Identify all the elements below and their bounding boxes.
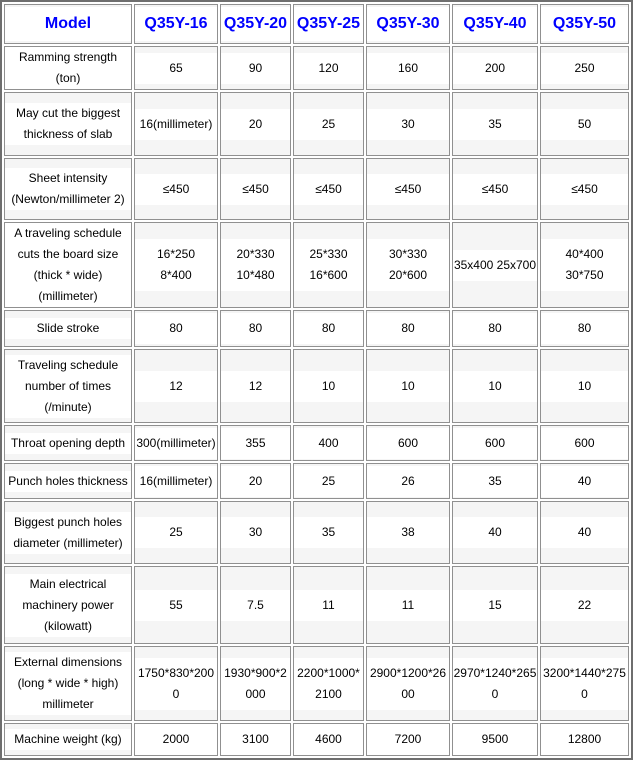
cell-content — [367, 658, 449, 710]
table-row — [4, 463, 629, 499]
value-cell — [452, 92, 538, 156]
cell-content — [135, 53, 217, 84]
cell-content — [453, 658, 537, 710]
cell-content — [453, 590, 537, 621]
cell-text: ≤450 — [162, 181, 190, 196]
cell-content — [5, 223, 131, 307]
cell-content — [367, 109, 449, 140]
cell-text: 40 — [577, 473, 592, 488]
cell-text: 3200*1440*2750 — [543, 665, 626, 701]
cell-text: 2200*1000*2100 — [297, 665, 360, 701]
value-cell — [366, 222, 450, 308]
cell-text: 7.5 — [247, 597, 264, 612]
cell-text: 80 — [577, 321, 592, 335]
cell-text: 10 — [488, 378, 502, 393]
cell-content — [5, 318, 131, 339]
cell-text: 11 — [322, 597, 335, 612]
cell-text: 7200 — [394, 732, 422, 746]
cell-content — [367, 428, 449, 459]
cell-text: Machine weight (kg) — [14, 732, 122, 746]
value-cell — [220, 92, 291, 156]
cell-text: Q35Y-16 — [144, 15, 208, 32]
value-cell — [540, 92, 629, 156]
cell-content — [541, 7, 628, 41]
cell-text: 50 — [577, 116, 592, 131]
value-cell — [540, 158, 629, 220]
cell-text: 55 — [169, 597, 183, 612]
cell-text: 355 — [245, 435, 266, 450]
cell-content — [5, 168, 131, 210]
value-cell — [220, 646, 291, 721]
value-cell — [366, 463, 450, 499]
value-cell — [220, 46, 291, 90]
model-column-header — [293, 4, 364, 44]
cell-content — [135, 7, 217, 41]
row-label-cell — [4, 723, 132, 756]
table-row — [4, 501, 629, 564]
table-row — [4, 425, 629, 461]
cell-content — [221, 7, 290, 41]
cell-content — [367, 724, 449, 755]
cell-content — [5, 652, 131, 715]
cell-text: 2970*1240*2650 — [453, 665, 537, 701]
cell-text: 4600 — [315, 732, 342, 746]
cell-text: 10 — [577, 378, 592, 393]
cell-content — [135, 174, 217, 205]
row-label-cell — [4, 222, 132, 308]
value-cell — [366, 92, 450, 156]
row-label-cell — [4, 349, 132, 423]
table-row — [4, 46, 629, 90]
value-cell — [452, 158, 538, 220]
cell-text: 25 — [321, 116, 336, 131]
value-cell — [134, 566, 218, 644]
value-cell — [452, 566, 538, 644]
value-cell — [293, 566, 364, 644]
cell-content — [294, 517, 363, 548]
cell-content — [221, 590, 290, 621]
value-cell — [293, 222, 364, 308]
table-row — [4, 222, 629, 308]
cell-content — [453, 517, 537, 548]
value-cell — [540, 463, 629, 499]
cell-text: Traveling schedule number of times (/minute) — [17, 357, 119, 414]
value-cell — [366, 425, 450, 461]
model-column-header — [134, 4, 218, 44]
cell-text: 80 — [248, 321, 263, 335]
cell-content — [135, 313, 217, 344]
cell-content — [541, 239, 628, 291]
cell-content — [5, 103, 131, 145]
value-cell — [366, 349, 450, 423]
cell-content — [541, 517, 628, 548]
value-cell — [366, 46, 450, 90]
cell-content — [294, 313, 363, 344]
cell-text: 16(millimeter) — [139, 116, 213, 131]
cell-content — [135, 428, 217, 459]
value-cell — [366, 501, 450, 564]
cell-text: ≤450 — [242, 181, 269, 196]
cell-text: Q35Y-25 — [296, 15, 361, 32]
cell-text: 3100 — [242, 732, 269, 746]
cell-text: Sheet intensity (Newton/millimeter 2) — [11, 171, 125, 206]
value-cell — [134, 425, 218, 461]
cell-text: 80 — [321, 321, 336, 335]
table-row — [4, 92, 629, 156]
cell-content — [294, 724, 363, 755]
model-column-header — [540, 4, 629, 44]
cell-content — [367, 7, 449, 41]
cell-text: 400 — [318, 435, 339, 450]
cell-content — [367, 53, 449, 84]
cell-content — [541, 174, 628, 205]
row-label-cell — [4, 158, 132, 220]
cell-text: ≤450 — [315, 181, 342, 196]
cell-content — [5, 471, 131, 492]
cell-text: 80 — [401, 321, 415, 335]
cell-content — [294, 53, 363, 84]
table-row — [4, 723, 629, 756]
cell-content — [367, 517, 449, 548]
row-label-cell — [4, 92, 132, 156]
cell-text: Slide stroke — [36, 321, 100, 335]
cell-text: Q35Y-20 — [223, 15, 288, 32]
cell-text: 65 — [169, 60, 183, 75]
row-label-cell — [4, 310, 132, 347]
cell-text: 15 — [488, 597, 502, 612]
value-cell — [220, 501, 291, 564]
cell-content — [5, 729, 131, 750]
table-row — [4, 310, 629, 347]
cell-content — [541, 724, 628, 755]
cell-text: 600 — [397, 435, 419, 450]
cell-content — [453, 313, 537, 344]
value-cell — [134, 723, 218, 756]
value-cell — [540, 723, 629, 756]
table-row — [4, 158, 629, 220]
value-cell — [540, 566, 629, 644]
value-cell — [293, 349, 364, 423]
value-cell — [293, 501, 364, 564]
cell-content — [135, 724, 217, 755]
value-cell — [452, 222, 538, 308]
cell-content — [541, 313, 628, 344]
table-row — [4, 646, 629, 721]
table-row — [4, 566, 629, 644]
cell-content — [135, 466, 217, 497]
value-cell — [452, 723, 538, 756]
cell-text: Q35Y-50 — [552, 15, 617, 32]
cell-text: 38 — [401, 525, 415, 539]
value-cell — [220, 349, 291, 423]
cell-content — [453, 724, 537, 755]
value-cell — [540, 310, 629, 347]
value-cell — [366, 310, 450, 347]
cell-content — [5, 433, 131, 454]
cell-content — [453, 466, 537, 497]
cell-text: 600 — [574, 435, 595, 450]
value-cell — [366, 158, 450, 220]
cell-content — [294, 7, 363, 41]
cell-text: 9500 — [481, 732, 509, 746]
cell-content — [294, 239, 363, 291]
cell-text: Ramming strength (ton) — [18, 50, 118, 85]
cell-content — [5, 512, 131, 554]
value-cell — [293, 92, 364, 156]
value-cell — [293, 463, 364, 499]
value-cell — [366, 723, 450, 756]
cell-content — [135, 371, 217, 402]
cell-content — [294, 174, 363, 205]
cell-content — [541, 53, 628, 84]
cell-content — [541, 658, 628, 710]
cell-text: 80 — [169, 321, 183, 335]
cell-text: 16*250 — [156, 247, 196, 261]
cell-text: 22 — [577, 597, 592, 612]
cell-content — [541, 428, 628, 459]
cell-text: Punch holes thickness — [8, 473, 128, 488]
value-cell — [540, 222, 629, 308]
cell-text: 35x400 25x700 — [453, 257, 537, 272]
cell-content — [221, 239, 290, 291]
cell-text: 12 — [169, 378, 183, 393]
cell-content — [5, 574, 131, 637]
cell-text: Throat opening depth — [10, 435, 126, 450]
cell-content — [541, 371, 628, 402]
cell-text: 30 — [248, 525, 263, 539]
model-column-header — [366, 4, 450, 44]
cell-content — [453, 109, 537, 140]
value-cell — [134, 463, 218, 499]
model-column-header — [452, 4, 538, 44]
cell-text: 160 — [397, 60, 419, 75]
cell-text: 250 — [574, 60, 595, 75]
cell-content — [294, 428, 363, 459]
value-cell — [452, 501, 538, 564]
model-header-cell — [4, 4, 132, 44]
row-label-cell — [4, 46, 132, 90]
row-label-cell — [4, 425, 132, 461]
cell-content — [221, 466, 290, 497]
value-cell — [220, 310, 291, 347]
value-cell — [540, 501, 629, 564]
value-cell — [540, 46, 629, 90]
cell-text: 25 — [321, 473, 336, 488]
cell-content — [367, 239, 449, 291]
value-cell — [293, 646, 364, 721]
cell-text: ≤450 — [394, 181, 422, 196]
value-cell — [293, 158, 364, 220]
cell-text: 40*400 — [565, 247, 604, 261]
cell-text: 25 — [169, 525, 183, 539]
cell-content — [5, 7, 131, 41]
cell-text: Q35Y-40 — [463, 15, 527, 32]
cell-content — [221, 174, 290, 205]
cell-content — [367, 590, 449, 621]
cell-text: 10 — [321, 378, 336, 393]
cell-text: 35 — [321, 525, 336, 539]
cell-text: 35 — [488, 116, 502, 131]
cell-text: 1750*830*2000 — [137, 665, 215, 701]
value-cell — [293, 723, 364, 756]
cell-text: 40 — [577, 525, 592, 539]
value-cell — [366, 646, 450, 721]
cell-text: 30*750 — [565, 268, 604, 282]
value-cell — [134, 158, 218, 220]
cell-text: Main electrical machinery power (kilowatt) — [22, 576, 114, 633]
cell-content — [294, 109, 363, 140]
cell-text: Biggest punch holes diameter (millimeter) — [13, 514, 123, 550]
value-cell — [220, 566, 291, 644]
cell-text: A traveling schedule cuts the board size (thick * wide) (millimeter) — [14, 226, 122, 303]
cell-content — [221, 724, 290, 755]
cell-text: 26 — [401, 473, 415, 488]
value-cell — [134, 46, 218, 90]
value-cell — [220, 158, 291, 220]
cell-text: 8*400 — [160, 268, 192, 282]
value-cell — [366, 566, 450, 644]
value-cell — [540, 349, 629, 423]
cell-content — [453, 174, 537, 205]
cell-content — [541, 109, 628, 140]
cell-text: 20 — [248, 473, 263, 488]
value-cell — [134, 92, 218, 156]
cell-content — [453, 53, 537, 84]
cell-text: 1930*900*2000 — [224, 665, 287, 701]
cell-text: May cut the biggest thickness of slab — [15, 106, 121, 141]
value-cell — [293, 425, 364, 461]
cell-text: 20*600 — [388, 268, 428, 282]
cell-text: 200 — [484, 60, 506, 75]
value-cell — [134, 222, 218, 308]
cell-content — [453, 428, 537, 459]
value-cell — [540, 425, 629, 461]
cell-content — [294, 658, 363, 710]
cell-content — [541, 590, 628, 621]
cell-text: 40 — [488, 525, 502, 539]
cell-content — [294, 466, 363, 497]
value-cell — [293, 310, 364, 347]
cell-content — [453, 371, 537, 402]
cell-text: 2000 — [162, 732, 190, 746]
cell-content — [541, 466, 628, 497]
cell-text: 20*330 — [236, 247, 275, 261]
cell-text: 25*330 — [309, 247, 348, 261]
value-cell — [452, 646, 538, 721]
row-label-cell — [4, 501, 132, 564]
cell-text: 300(millimeter) — [136, 435, 216, 450]
cell-text: 16*600 — [309, 268, 348, 282]
row-label-cell — [4, 566, 132, 644]
cell-text: 600 — [484, 435, 506, 450]
value-cell — [220, 723, 291, 756]
cell-text: 12800 — [567, 732, 602, 746]
cell-text: 90 — [248, 60, 263, 75]
cell-content — [367, 371, 449, 402]
row-label-cell — [4, 646, 132, 721]
cell-content — [221, 428, 290, 459]
cell-content — [294, 371, 363, 402]
cell-text: 80 — [488, 321, 502, 335]
cell-content — [135, 590, 217, 621]
cell-content — [453, 250, 537, 281]
cell-text: External dimensions (long * wide * high) millimeter — [13, 655, 123, 711]
cell-text: 35 — [488, 473, 502, 488]
value-cell — [452, 46, 538, 90]
cell-text: 2900*1200*2600 — [369, 665, 447, 701]
cell-content — [5, 47, 131, 89]
cell-text: 12 — [248, 378, 263, 393]
cell-content — [135, 239, 217, 291]
cell-content — [221, 53, 290, 84]
value-cell — [452, 425, 538, 461]
spec-table-body — [4, 4, 629, 756]
row-label-cell — [4, 463, 132, 499]
cell-content — [5, 355, 131, 418]
cell-content — [294, 590, 363, 621]
cell-text: 30*330 — [388, 247, 428, 261]
cell-content — [221, 658, 290, 710]
cell-content — [135, 109, 217, 140]
cell-content — [367, 466, 449, 497]
value-cell — [134, 310, 218, 347]
cell-text: 10*480 — [236, 268, 275, 282]
value-cell — [134, 646, 218, 721]
value-cell — [452, 349, 538, 423]
cell-content — [135, 658, 217, 710]
cell-text: 11 — [401, 597, 415, 612]
cell-content — [221, 313, 290, 344]
value-cell — [452, 463, 538, 499]
cell-text: ≤450 — [481, 181, 509, 196]
cell-content — [453, 7, 537, 41]
cell-content — [221, 517, 290, 548]
cell-text: 10 — [401, 378, 415, 393]
cell-content — [367, 313, 449, 344]
cell-text: Q35Y-30 — [376, 15, 440, 32]
value-cell — [220, 425, 291, 461]
cell-text: ≤450 — [571, 181, 598, 196]
value-cell — [220, 222, 291, 308]
table-row — [4, 349, 629, 423]
value-cell — [540, 646, 629, 721]
cell-text: 16(millimeter) — [139, 473, 213, 488]
table-header-row — [4, 4, 629, 44]
cell-text: 120 — [318, 60, 339, 75]
value-cell — [293, 46, 364, 90]
value-cell — [134, 349, 218, 423]
cell-text: Model — [44, 15, 92, 32]
cell-text: 20 — [248, 116, 263, 131]
cell-text: 30 — [401, 116, 415, 131]
model-column-header — [220, 4, 291, 44]
cell-content — [221, 109, 290, 140]
value-cell — [134, 501, 218, 564]
value-cell — [220, 463, 291, 499]
cell-content — [135, 517, 217, 548]
cell-content — [221, 371, 290, 402]
cell-content — [367, 174, 449, 205]
value-cell — [452, 310, 538, 347]
